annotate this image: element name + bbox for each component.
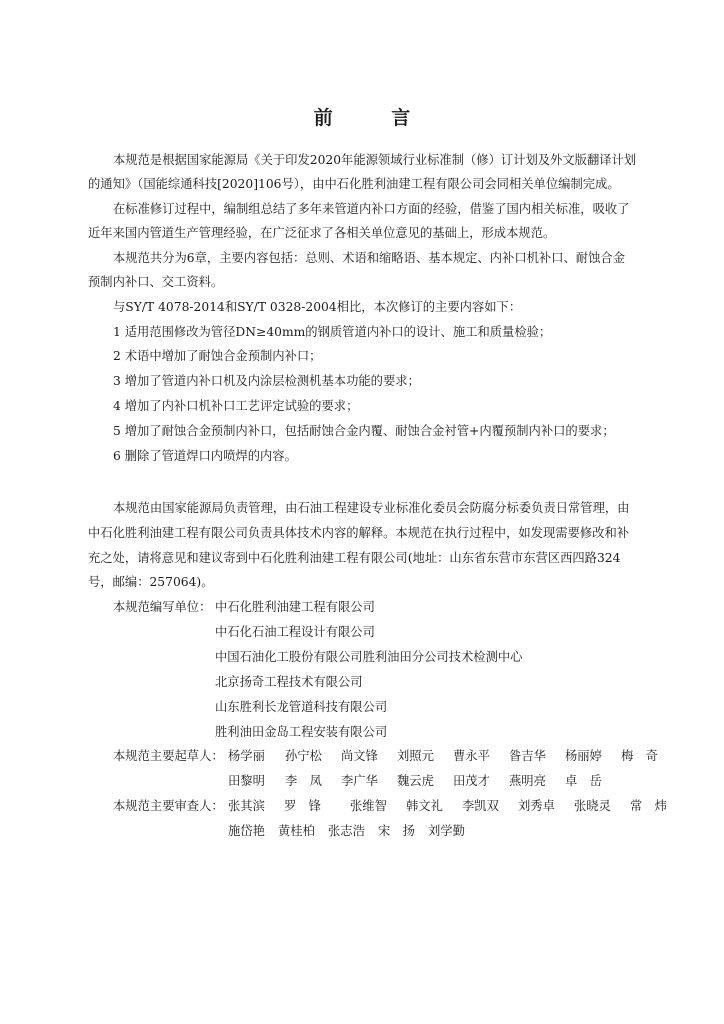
reviewers-row (228, 823, 724, 839)
drafter-name: 李广华 (341, 774, 378, 788)
paragraph-line: 预制内补口、交工资料。 (88, 275, 224, 289)
drafter-name: 魏云虎 (397, 774, 434, 788)
paragraph-line: 本规范由国家能源局负责管理，由石油工程建设专业标准化委员会防腐分标委负责日常管理，由 (113, 501, 630, 515)
change-item: 1 适用范围修改为管径DN≥40mm的钢质管道内补口的设计、施工和质量检验； (113, 325, 552, 339)
paragraph-line: 与SY/T 4078-2014和SY/T 0328-2004相比，本次修订的主要内容如下： (113, 300, 522, 314)
reviewer-name: 刘秀卓 (518, 799, 555, 813)
unit-item: 中国石油化工股份有限公司胜利油田分公司技术检测中心 (215, 650, 523, 664)
change-item: 2 术语中增加了耐蚀合金预制内补口； (113, 349, 322, 363)
drafter-name: 昝吉华 (509, 749, 546, 763)
drafter-name: 刘照元 (397, 749, 434, 763)
paragraph-line: 中石化胜利油建工程有限公司负责具体技术内容的解释。本规范在执行过程中，如发现需要修改和补 (88, 526, 630, 540)
reviewer-name: 罗 锋 (284, 799, 321, 813)
change-item: 5 增加了耐蚀合金预制内补口，包括耐蚀合金内覆、耐蚀合金衬管+内覆预制内补口的要求； (113, 424, 615, 438)
reviewer-name: 张其滨 (228, 799, 265, 813)
reviewer-name: 张维智 (350, 799, 387, 813)
drafter-name: 孙宁松 (285, 749, 322, 763)
unit-item: 山东胜利长龙管道科技有限公司 (215, 700, 388, 714)
drafters-row (228, 748, 724, 764)
reviewer-name: 刘学勤 (428, 824, 465, 838)
paragraph-line: 在标准修订过程中，编制组总结了多年来管道内补口方面的经验，借鉴了国内相关标准，吸收了 (113, 202, 630, 216)
drafter-name: 卓 岳 (565, 774, 602, 788)
drafter-name: 燕明亮 (509, 774, 546, 788)
reviewer-name: 张志浩 (328, 824, 365, 838)
drafter-name: 田黎明 (228, 774, 265, 788)
drafter-name: 杨丽婷 (565, 749, 602, 763)
drafter-name: 曹永平 (453, 749, 490, 763)
reviewer-name: 张晓灵 (574, 799, 611, 813)
reviewer-name: 黄桂柏 (278, 824, 315, 838)
reviewer-name: 施岱艳 (228, 824, 265, 838)
reviewer-name: 宋 扬 (378, 824, 415, 838)
drafters-row (228, 773, 724, 789)
drafter-name: 李 凤 (285, 774, 322, 788)
paragraph-line: 本规范是根据国家能源局《关于印发2020年能源领域行业标准制（修）订计划及外文版翻译计划 (113, 153, 637, 167)
reviewer-name: 常 炜 (630, 799, 667, 813)
unit-item: 北京扬奇工程技术有限公司 (215, 675, 363, 689)
paragraph-line: 的通知》（国能综通科技[2020]106号），由中石化胜利油建工程有限公司会同相关单位编制完成。 (88, 177, 620, 191)
page-title: 前 言 (313, 107, 437, 129)
drafter-name: 梅 奇 (621, 749, 658, 763)
reviewers-label: 本规范主要审查人： (113, 799, 224, 813)
drafter-name: 尚文锋 (341, 749, 378, 763)
reviewer-name: 韩文礼 (406, 799, 443, 813)
paragraph-line: 充之处，请将意见和建议寄到中石化胜利油建工程有限公司(地址：山东省东营市东营区西四路324 (88, 551, 621, 565)
reviewer-name: 李凯双 (462, 799, 499, 813)
paragraph-line: 本规范共分为6章，主要内容包括：总则、术语和缩略语、基本规定、内补口机补口、耐蚀合金 (113, 251, 625, 265)
paragraph-line: 号，邮编：257064)。 (88, 575, 214, 589)
paragraph-line: 近年来国内管道生产管理经验，在广泛征求了各相关单位意见的基础上，形成本规范。 (88, 226, 556, 240)
drafter-name: 杨学丽 (228, 749, 265, 763)
reviewers-row (228, 798, 724, 814)
unit-item: 胜利油田金岛工程安装有限公司 (215, 725, 388, 739)
units-label: 本规范编写单位： (113, 600, 212, 614)
change-item: 6 删除了管道焊口内喷焊的内容。 (113, 449, 297, 463)
drafter-name: 田茂才 (453, 774, 490, 788)
unit-item: 中石化石油工程设计有限公司 (215, 625, 375, 639)
change-item: 4 增加了内补口机补口工艺评定试验的要求； (113, 399, 359, 413)
drafters-label: 本规范主要起草人： (113, 749, 224, 763)
unit-item: 中石化胜利油建工程有限公司 (215, 600, 375, 614)
change-item: 3 增加了管道内补口机及内涂层检测机基本功能的要求； (113, 374, 420, 388)
